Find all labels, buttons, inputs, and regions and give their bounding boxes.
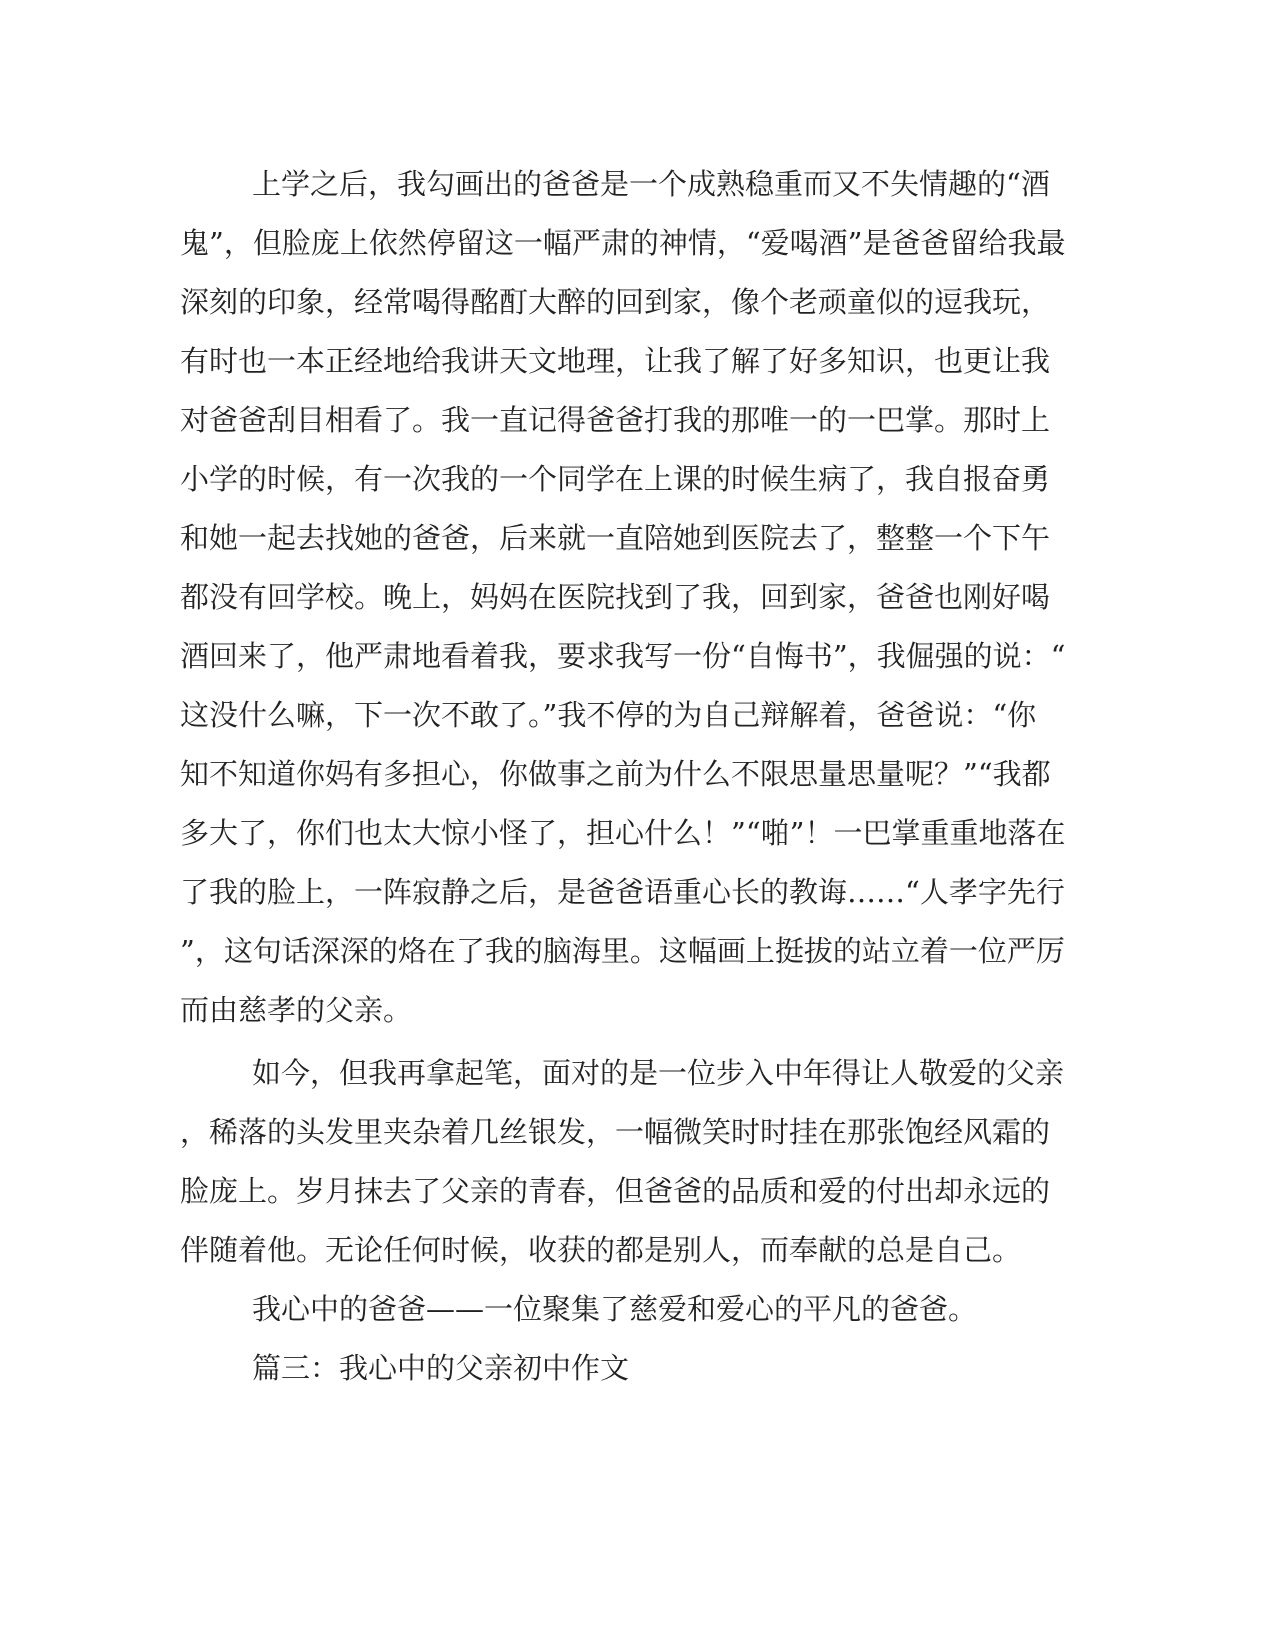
paragraph-line: ，稀落的头发里夹杂着几丝银发，一幅微笑时时挂在那张饱经风霜的: [180, 1115, 1051, 1149]
section-heading: 篇三：我心中的父亲初中作文: [252, 1351, 630, 1385]
paragraph-line: 脸庞上。岁月抹去了父亲的青春，但爸爸的品质和爱的付出却永远的: [180, 1174, 1051, 1208]
paragraph-line: 和她一起去找她的爸爸，后来就一直陪她到医院去了，整整一个下午: [180, 521, 1051, 555]
body-text: [180, 155, 1066, 1398]
paragraph-line: 有时也一本正经地给我讲天文地理，让我了解了好多知识，也更让我: [180, 344, 1051, 378]
paragraph-line: ”，这句话深深的烙在了我的脑海里。这幅画上挺拔的站立着一位严厉: [180, 934, 1065, 968]
paragraph-line: 小学的时候，有一次我的一个同学在上课的时候生病了，我自报奋勇: [180, 462, 1051, 496]
paragraph-line: 如今，但我再拿起笔，面对的是一位步入中年得让人敬爱的父亲: [252, 1056, 1065, 1090]
paragraph-line: 上学之后，我勾画出的爸爸是一个成熟稳重而又不失情趣的“酒: [252, 167, 1050, 201]
paragraph-line: 了我的脸上，一阵寂静之后，是爸爸语重心长的教诲……“人孝字先行: [180, 875, 1065, 909]
paragraph-line: 而由慈孝的父亲。: [180, 993, 413, 1027]
paragraph-line: 酒回来了，他严肃地看着我，要求我写一份“自悔书”，我倔强的说：“: [180, 639, 1066, 673]
paragraph-line: 深刻的印象，经常喝得酩酊大醉的回到家，像个老顽童似的逗我玩，: [180, 285, 1051, 319]
paragraph-line: 多大了，你们也太大惊小怪了，担心什么！”“啪”！一巴掌重重地落在: [180, 816, 1066, 850]
paragraph-line: 这没什么嘛，下一次不敢了。”我不停的为自己辩解着，爸爸说：“你: [180, 698, 1037, 732]
paragraph-line: 对爸爸刮目相看了。我一直记得爸爸打我的那唯一的一巴掌。那时上: [180, 403, 1051, 437]
paragraph-line: 知不知道你妈有多担心，你做事之前为什么不限思量思量呢？”“我都: [180, 757, 1051, 791]
paragraph-line: 鬼”，但脸庞上依然停留这一幅严肃的神情，“爱喝酒”是爸爸留给我最: [180, 226, 1066, 260]
paragraph-line: 伴随着他。无论任何时候，收获的都是别人，而奉献的总是自己。: [180, 1233, 1022, 1267]
paragraph-line: 我心中的爸爸——一位聚集了慈爱和爱心的平凡的爸爸。: [252, 1292, 978, 1326]
paragraph-line: 都没有回学校。晚上，妈妈在医院找到了我，回到家，爸爸也刚好喝: [180, 580, 1051, 614]
